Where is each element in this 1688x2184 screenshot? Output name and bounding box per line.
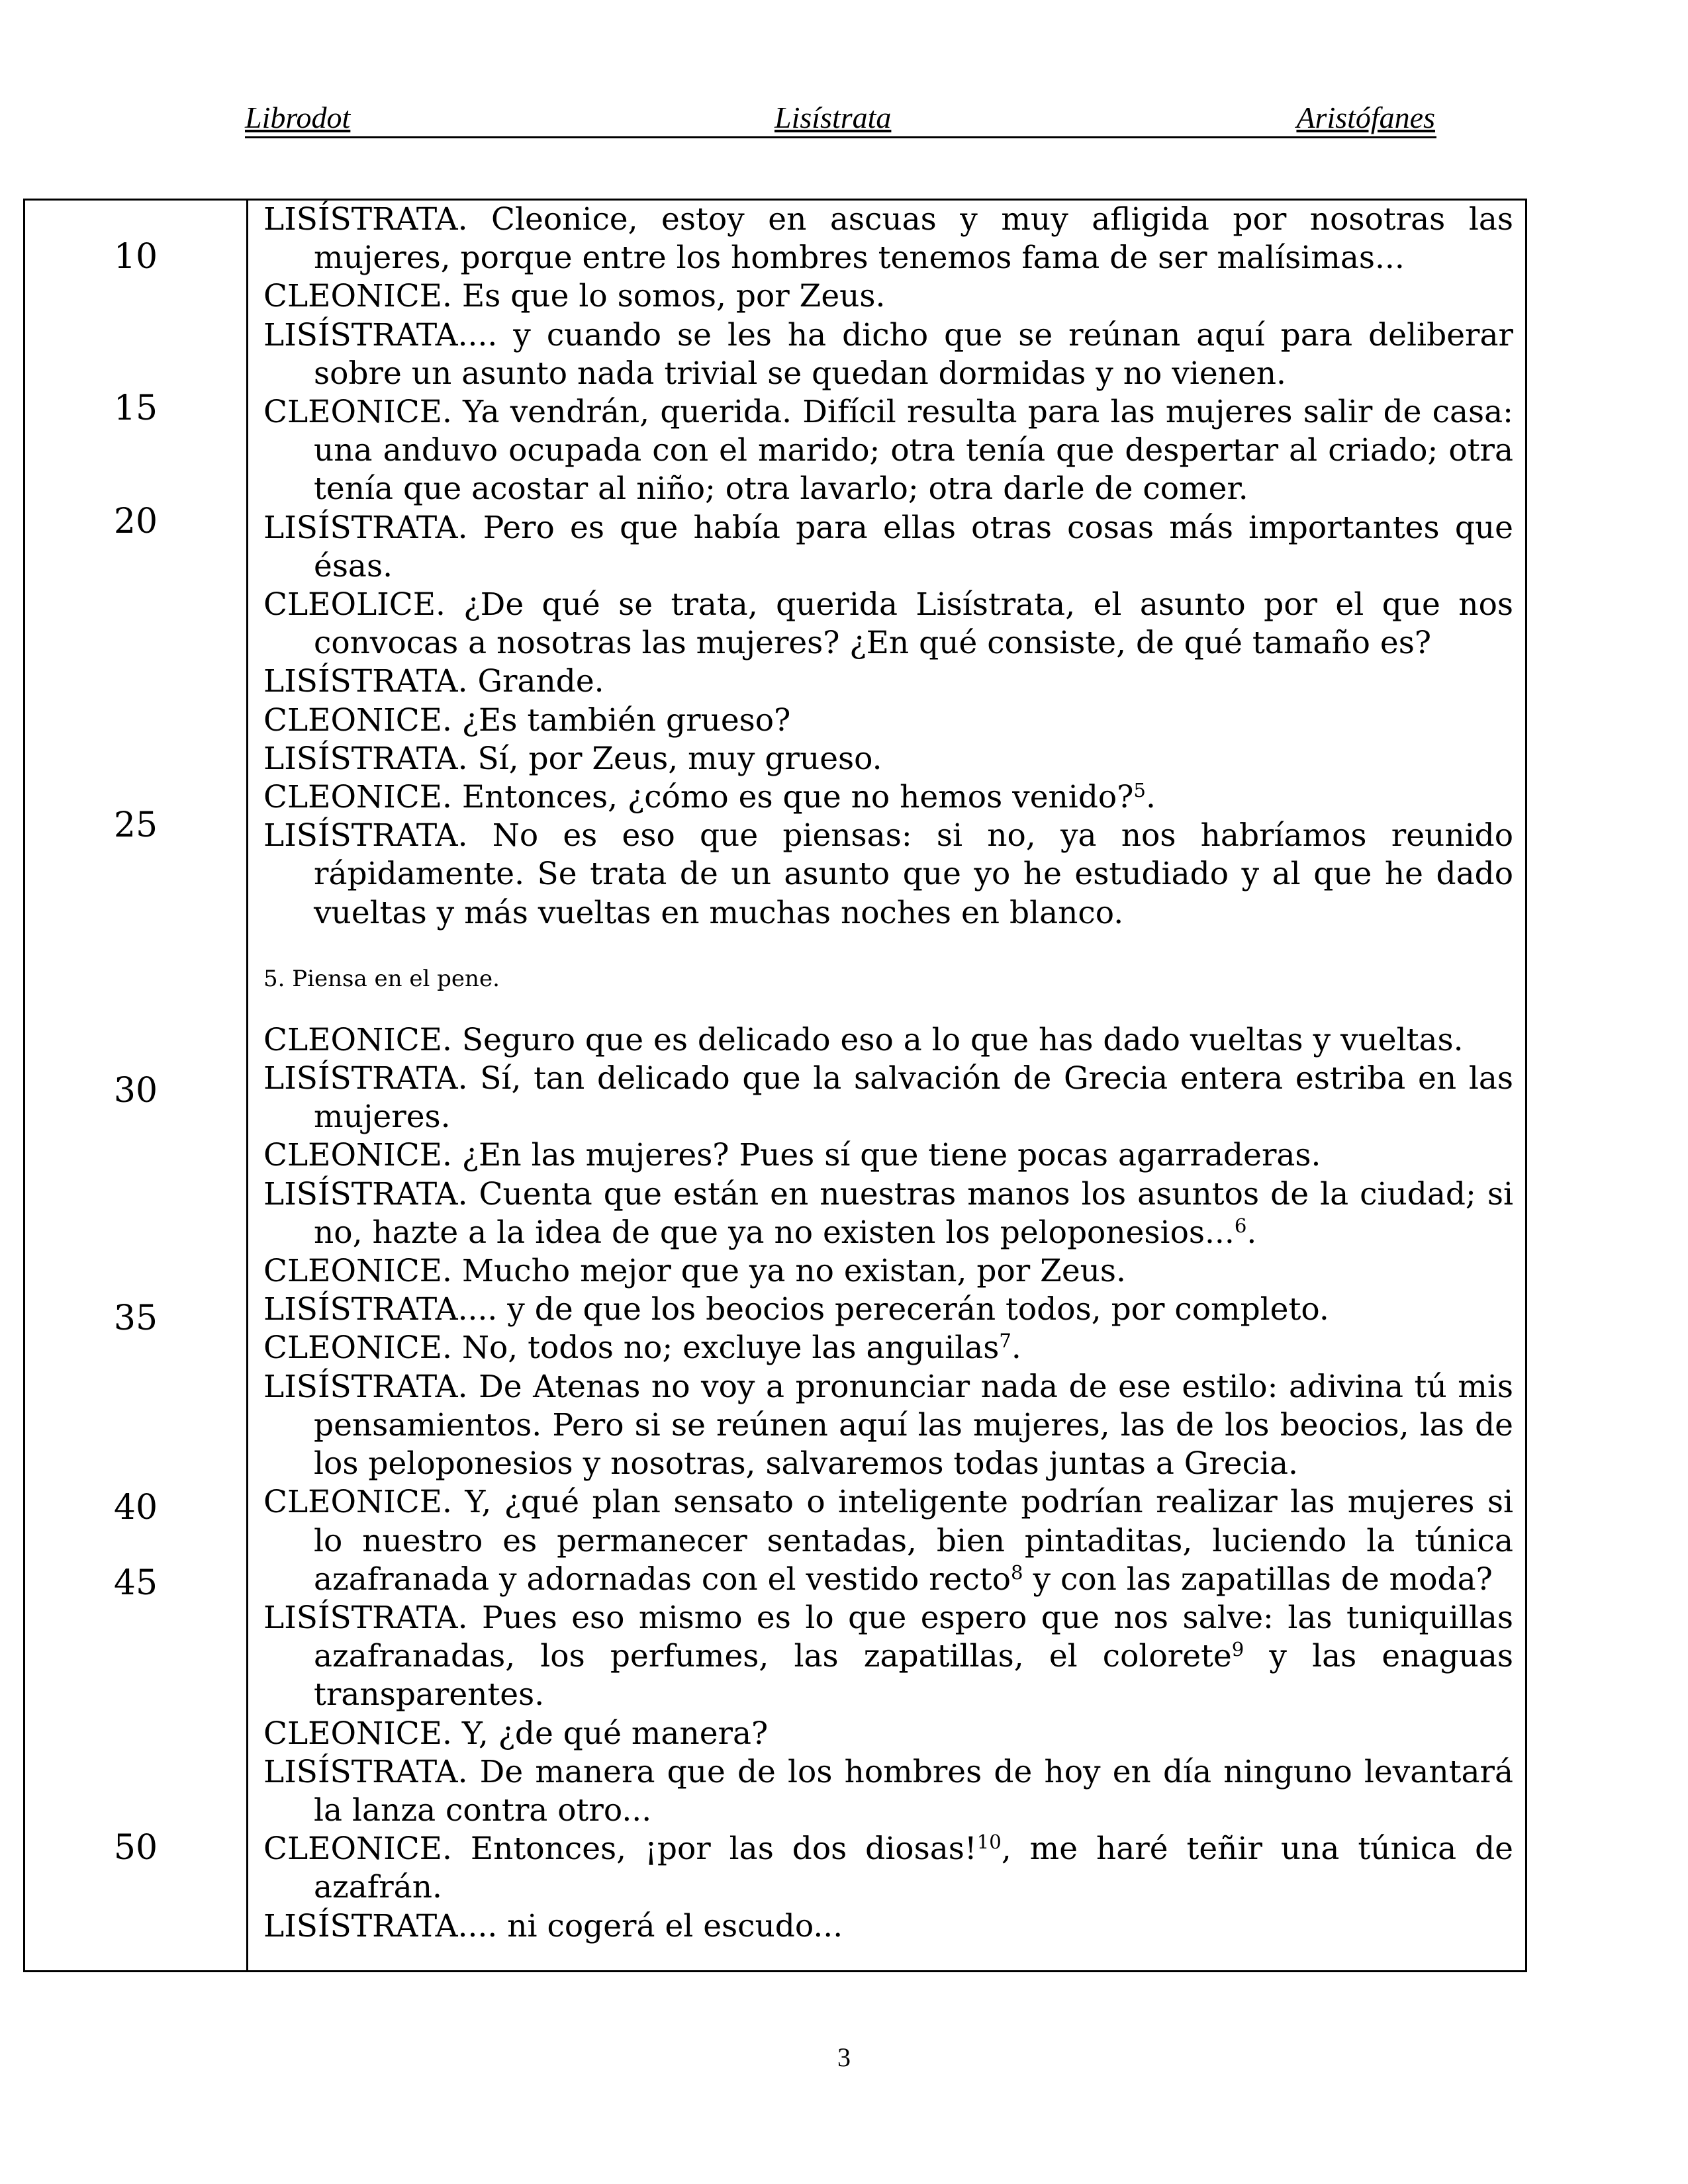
dialogue-line-text: LISÍSTRATA. Pues eso mismo es lo que espero que nos salve: las tuniquillas azafranadas, los perfumes, las zapatillas, el colorete [263, 1599, 1513, 1675]
dialogue-line [263, 1907, 1513, 1946]
dialogue-line-text: CLEONICE. ¿En las mujeres? Pues sí que tiene pocas agarraderas. [263, 1137, 1321, 1174]
dialogue-line [263, 1021, 1513, 1060]
dialogue-line [263, 1060, 1513, 1136]
dialogue-line-text: LISÍSTRATA.... y de que los beocios perecerán todos, por completo. [263, 1291, 1329, 1328]
dialogue-line-text: LISÍSTRATA. De Atenas no voy a pronunciar nada de ese estilo: adivina tú mis pensamientos. Pero si se reúnen aquí las mujeres, las de los beocios, las de los peloponesios y nosotras, salvaremos todas juntas a Grecia. [263, 1368, 1513, 1482]
dialogue-line [263, 316, 1513, 393]
dialogue-line-tail: . [1011, 1330, 1021, 1367]
footnote-ref: 9 [1231, 1638, 1244, 1661]
line-number: 30 [113, 1071, 158, 1111]
dialogue-line [263, 586, 1513, 662]
dialogue-line [263, 1483, 1513, 1599]
footnote-ref: 6 [1234, 1214, 1247, 1237]
dialogue-line-text: LISÍSTRATA. Grande. [263, 663, 604, 700]
dialogue-line-text: LISÍSTRATA.... y cuando se les ha dicho que se reúnan aquí para deliberar sobre un asunto nada trivial se quedan dormidas y no vienen. [263, 316, 1513, 392]
line-number: 50 [113, 1828, 158, 1868]
dialogue-line [263, 277, 1513, 316]
dialogue-block-1 [263, 201, 1513, 933]
dialogue-line-text: CLEONICE. Entonces, ¿cómo es que no hemos venido? [263, 779, 1134, 816]
footnote: 5. Piensa en el pene. [263, 965, 500, 992]
line-number: 20 [113, 502, 158, 541]
footnote-ref: 10 [976, 1831, 1002, 1854]
dialogue-line-text: CLEONICE. Mucho mejor que ya no existan, por Zeus. [263, 1253, 1126, 1290]
dialogue-line [263, 1368, 1513, 1484]
dialogue-line [263, 662, 1513, 701]
header-title: Lisístrata [774, 101, 892, 134]
dialogue-text [263, 201, 1513, 1946]
dialogue-block-2 [263, 1021, 1513, 1946]
dialogue-line-text: CLEONICE. ¿Es también grueso? [263, 702, 791, 739]
dialogue-line-text: CLEONICE. Seguro que es delicado eso a lo que has dado vueltas y vueltas. [263, 1021, 1464, 1058]
footnote-ref: 8 [1010, 1561, 1023, 1584]
verse-table [23, 199, 1527, 1972]
dialogue-line-text: LISÍSTRATA. Sí, tan delicado que la salvación de Grecia entera estriba en las mujeres. [263, 1060, 1513, 1136]
dialogue-line-text: LISÍSTRATA. Pero es que había para ellas otras cosas más importantes que ésas. [263, 509, 1513, 584]
dialogue-line-text: LISÍSTRATA. Sí, por Zeus, muy grueso. [263, 740, 882, 777]
dialogue-line [263, 1291, 1513, 1329]
dialogue-line-tail: , me haré teñir una túnica de azafrán. [314, 1831, 1513, 1906]
dialogue-line-text: LISÍSTRATA. No es eso que piensas: si no, ya nos habríamos reunido rápidamente. Se trata de un asunto que yo he estudiado y al que he dado vueltas y más vueltas en muchas noches en blanco. [263, 817, 1513, 931]
dialogue-line-text: LISÍSTRATA.... ni cogerá el escudo... [263, 1907, 843, 1944]
dialogue-line-tail: y con las zapatillas de moda? [1023, 1561, 1493, 1598]
dialogue-line [263, 393, 1513, 509]
dialogue-line [263, 509, 1513, 586]
dialogue-line [263, 1753, 1513, 1830]
dialogue-line-text: CLEONICE. Ya vendrán, querida. Difícil resulta para las mujeres salir de casa: una anduvo ocupada con el marido; otra tenía que despertar al criado; otra tenía que acostar al niño; otra lavarlo; otra darle de comer. [263, 394, 1513, 508]
dialogue-line-text: CLEONICE. Y, ¿qué plan sensato o inteligente podrían realizar las mujeres si lo nuestro es permanecer sentadas, bien pintaditas, luciendo la túnica azafranada y adornadas con el vestido recto [263, 1484, 1513, 1598]
header-author: Aristófanes [1296, 101, 1435, 134]
dialogue-line [263, 740, 1513, 778]
dialogue-line-text: LISÍSTRATA. De manera que de los hombres de hoy en día ninguno levantará la lanza contra otro... [263, 1753, 1513, 1829]
dialogue-line [263, 1175, 1513, 1252]
dialogue-line [263, 1599, 1513, 1715]
page-header [245, 99, 1436, 138]
line-number: 10 [113, 237, 158, 277]
dialogue-line [263, 702, 1513, 740]
line-number: 40 [113, 1488, 158, 1527]
line-number: 25 [113, 805, 158, 845]
dialogue-line-text: CLEONICE. Entonces, ¡por las dos diosas! [263, 1831, 977, 1868]
dialogue-line [263, 1830, 1513, 1907]
dialogue-line-text: CLEONICE. No, todos no; excluye las anguilas [263, 1330, 1000, 1367]
dialogue-line-text: LISÍSTRATA. Cleonice, estoy en ascuas y muy afligida por nosotras las mujeres, porque entre los hombres tenemos fama de ser malísimas... [263, 201, 1513, 277]
dialogue-line-tail: . [1145, 779, 1156, 816]
dialogue-line [263, 201, 1513, 277]
dialogue-line-tail: y las enaguas transparentes. [314, 1638, 1513, 1713]
dialogue-line [263, 817, 1513, 933]
dialogue-line-text: LISÍSTRATA. Cuenta que están en nuestras manos los asuntos de la ciudad; si no, hazte a la idea de que ya no existen los peloponesios... [263, 1175, 1513, 1251]
dialogue-line [263, 1252, 1513, 1291]
dialogue-line [263, 1329, 1513, 1367]
dialogue-line-tail: . [1246, 1214, 1257, 1251]
column-divider [246, 201, 248, 1970]
footnote-ref: 5 [1133, 779, 1146, 802]
footnote-ref: 7 [999, 1330, 1011, 1353]
page-number: 3 [837, 2042, 851, 2072]
line-number: 15 [113, 388, 158, 428]
dialogue-line [263, 1715, 1513, 1753]
dialogue-line-text: CLEONICE. Es que lo somos, por Zeus. [263, 278, 886, 315]
dialogue-line [263, 778, 1513, 817]
dialogue-line [263, 1136, 1513, 1175]
line-number: 35 [113, 1298, 158, 1338]
header-source: Librodot [245, 101, 351, 134]
line-number: 45 [113, 1563, 158, 1603]
dialogue-line-text: CLEONICE. Y, ¿de qué manera? [263, 1715, 769, 1752]
dialogue-line-text: CLEOLICE. ¿De qué se trata, querida Lisístrata, el asunto por el que nos convocas a nosotras las mujeres? ¿En qué consiste, de qué tamaño es? [263, 586, 1513, 662]
